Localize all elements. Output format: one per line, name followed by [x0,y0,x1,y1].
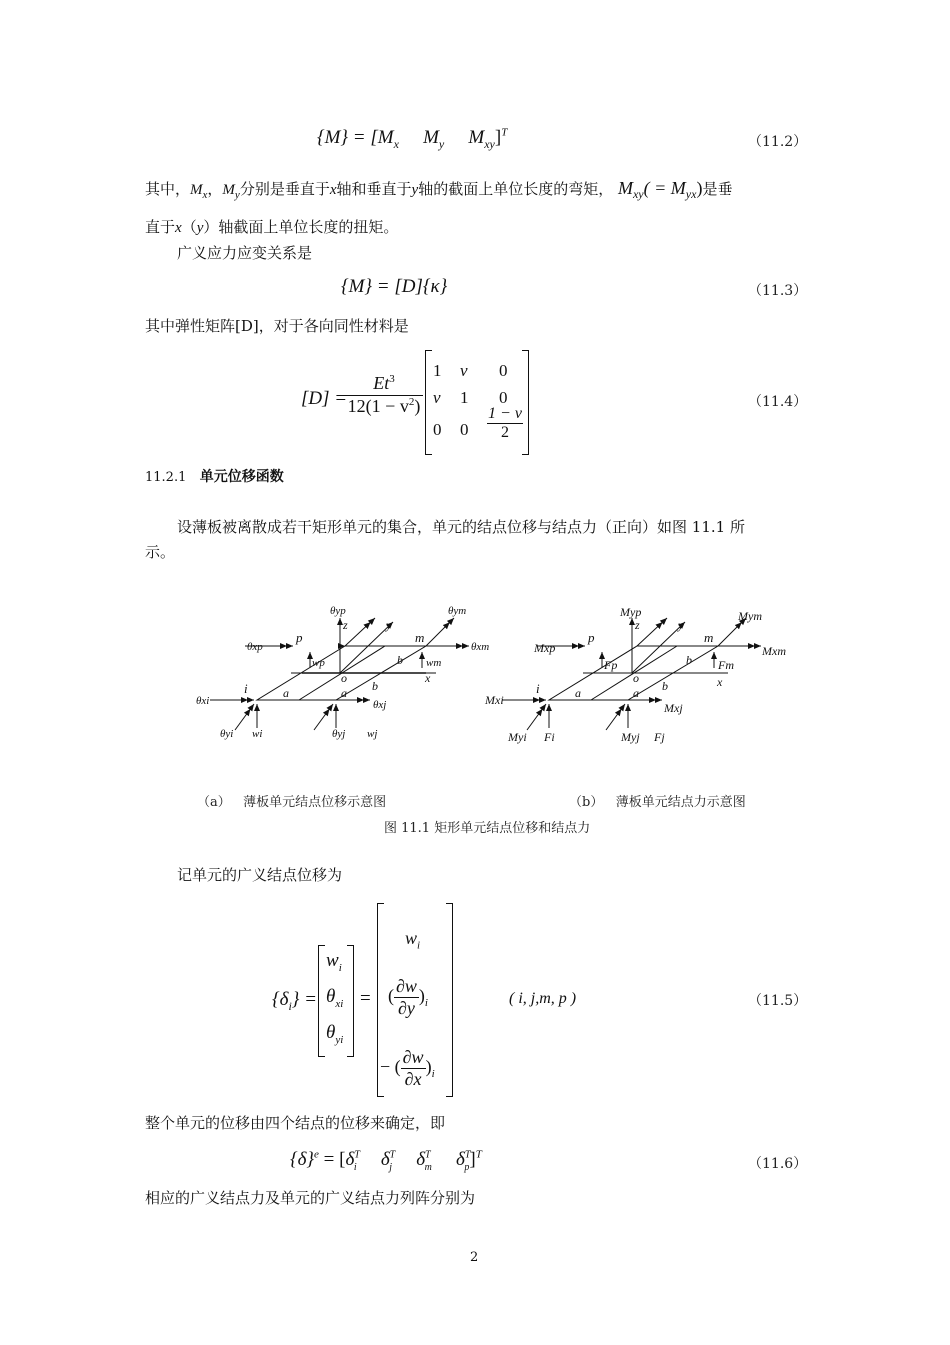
figure-11-1 [190,600,790,760]
label: o [341,671,347,685]
label: θyj [332,728,346,740]
paragraph: 广义应力应变关系是 [177,244,313,262]
label: wi [252,728,263,740]
figure-b-labels [484,605,786,744]
label: Mxp [534,641,556,655]
matrix-cell: v [433,388,441,407]
vector-cell: $w_i$ [326,950,342,974]
figure-caption-b: （b） 薄板单元结点力示意图 [569,795,746,810]
vector-bracket-right [347,945,354,1057]
eq-11-4-lhs: [D] = [301,388,348,409]
label: Mym [738,609,762,623]
label: θxi [196,695,210,707]
label: Mxm [762,644,786,658]
matrix-cell: 1 [433,361,442,380]
paragraph-line: 直于x（y）轴截面上单位长度的扭矩。 [145,218,399,236]
label: z [343,618,348,632]
equation-11-6: $\{\delta\}^e = [\delta^T_i$ $\delta^T_j$ $\delta^T_m$ $\delta^T_p]^T$ [290,1148,482,1173]
eq-11-2-lhs: {M} = [M [317,127,394,148]
figure-a-labels [196,605,489,740]
label: o [633,671,639,685]
vector-cell: $\theta_{xi}$ [326,986,344,1010]
section-title: 单元位移函数 [199,469,284,485]
matrix-cell: v [460,361,468,380]
label: x [717,675,723,689]
label: a [575,686,581,700]
figure-b [502,618,761,730]
label: θyi [220,728,234,740]
figure-caption-a: （a） 薄板单元结点位移示意图 [197,795,387,810]
label: b [397,653,403,667]
paragraph: 其中弹性矩阵[D]，对于各向同性材料是 [145,317,409,335]
label: Fp [604,658,618,672]
label: wm [426,657,442,669]
label: wj [367,728,378,740]
equation-number: （11.4） [748,394,808,410]
label: m [415,630,425,645]
page-number: 2 [470,1250,479,1265]
paragraph: 相应的广义结点力及单元的广义结点力列阵分别为 [145,1189,476,1207]
label: θxp [247,641,263,653]
label: a [283,686,289,700]
matrix-cell-fraction: 1 − v 2 [488,405,522,441]
label: b [372,679,378,693]
matrix-bracket-right [522,350,529,455]
section-number: 11.2.1 [145,470,187,485]
label: p [588,630,595,645]
label: θxm [471,641,490,653]
label: Mxj [664,701,683,715]
eq-11-5-range: ( i, j,m, p ) [509,990,577,1007]
matrix-cell: 1 [460,388,469,407]
matrix-bracket-left [425,350,432,455]
paragraph: 记单元的广义结点位移为 [177,866,343,884]
matrix-cell: 0 [499,361,508,380]
label: θxj [373,699,387,711]
label: Fm [718,658,734,672]
label: b [686,653,692,667]
label: a [633,686,639,700]
matrix-cell: 0 [499,388,508,407]
label: Fi [544,730,555,744]
label: y [678,618,684,632]
label: Myj [621,730,640,744]
equation-number: （11.3） [748,283,808,299]
vector-cell: $\theta_{yi}$ [326,1022,344,1046]
label: i [536,681,540,696]
label: m [704,630,714,645]
label: a [341,686,347,700]
label: Fj [654,730,665,744]
label: Myp [620,605,642,619]
figure-caption: 图 11.1 矩形单元结点位移和结点力 [384,821,591,836]
vector-cell-derivative: − ( $\frac{\partial w}{\partial x}$ )$_i$ [380,1047,435,1089]
label: y [386,618,392,632]
section-heading [145,466,284,486]
eq-11-5-lhs: $\{\delta_i\}$ = [272,989,317,1013]
paragraph: 设薄板被离散成若干矩形单元的集合，单元的结点位移与结点力（正向）如图 11.1 所 [177,518,745,536]
vector-bracket-left [318,945,325,1057]
label: p [296,630,303,645]
equation-11-2: $\{M\} = [M_x$ $M_y$ $M_{xy}]^T$ [317,126,508,151]
label: θyp [330,605,346,617]
label: Mxi [485,693,504,707]
label: i [244,681,248,696]
label: b [662,679,668,693]
eq-11-5-equals: = [360,988,371,1009]
equation-number: （11.5） [748,993,808,1009]
equation-number: （11.6） [748,1156,808,1172]
vector-cell: $w_i$ [405,928,421,952]
equation-number: （11.2） [748,134,808,150]
equation-11-3: {M} = [D]{κ} [341,276,448,297]
matrix-cell: 0 [433,420,442,439]
matrix-cell: 0 [460,420,469,439]
vector-cell-derivative: ( $\frac{\partial w}{\partial y}$ )$_i$ [388,976,428,1018]
label: wp [312,657,325,669]
vector-bracket-right [446,903,453,1097]
eq-11-4-fraction: Et$^3$ $12(1 - v^2)$ [345,373,423,417]
paragraph: 其中，$M_x$，$M_y$分别是垂直于x轴和垂直于y轴的截面上单位长度的弯矩， $M_{xy}( = M_{yx})$是垂 [145,178,733,201]
label: z [635,618,640,632]
label: x [425,671,431,685]
paragraph-line: 示。 [145,543,176,561]
paragraph: 整个单元的位移由四个结点的位移来确定，即 [145,1114,446,1132]
label: θym [448,605,467,617]
label: Myi [508,730,527,744]
